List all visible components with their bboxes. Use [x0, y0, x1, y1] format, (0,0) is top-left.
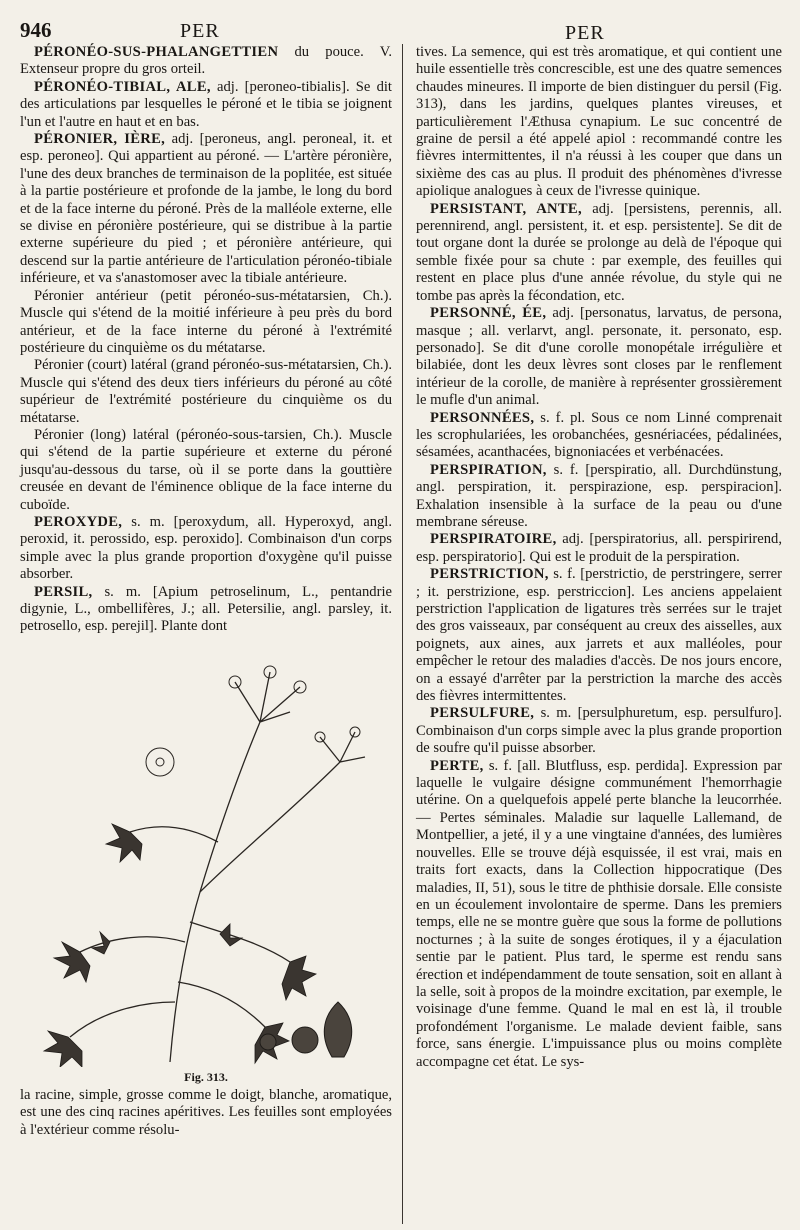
entry-head: PERSIL,	[34, 583, 93, 600]
entry-body: s. f. [perstrictio, de perstringere, serrer ; it. perstrizione, esp. perstriccion]. Les anciens appelaient perstriction l'application de ligatures très serrées sur le trajet des gros vaisseaux, par conséquent au creux des aisselles, aux poignets, aux aines, aux jarrets et aux malléoles, pour empêcher le retour des maladies d'accès. De nos jours encore, on a essayé d'arrêter par la perstriction la marche des accès des fièvres intermittentes.	[416, 566, 782, 705]
entry-perspiratoire	[416, 531, 782, 566]
entry-head: PERSPIRATOIRE,	[430, 531, 557, 548]
entry-body: adj. [perspiratorius, all. perspirirend, esp. perspiratorio]. Qui est le produit de la perspiration.	[416, 531, 782, 565]
entry-paragraph: Péronier (long) latéral (péronéo-sous-tarsien, Ch.). Muscle qui s'étend de la partie supérieure et externe du péroné jusqu'au-dessous du tarse, où il se porte dans la gouttière creusée en devant de l'éminence oblique de la face interne du cuboïde.	[20, 426, 392, 513]
entry-body: adj. [persistens, perennis, all. perennirend, angl. persistent, it. et esp. persistente]. Se dit de tout organe dont la durée se prolonge au delà de l'époque qui semble fixée pour sa chute : par exemple, des feuilles qui restent en place plus d'une année révolue, du style qui ne tombe pas après la fécondation, etc.	[416, 200, 782, 304]
entry-body: adj. [peroneus, angl. peroneal, it. et esp. peroneo]. Qui appartient au péroné. — L'artère péronière, l'une des deux branches de terminaison de la poplitée, est située à la partie postérieure et profonde de la jambe, le long du bord et de la face interne du péroné. Près de la malléole externe, elle se divise en péronière postérieure, qui se distribue à la partie externe supérieure du pied ; et péronière antérieure, qui descend sur la partie antérieure de l'articulation péronéo-tibiale inférieure, et va s'anastomoser avec la tibiale antérieure.	[20, 131, 392, 287]
entry-body: adj. [personatus, larvatus, de persona, masque ; all. verlarvt, angl. personate, it. personato, esp. personado]. Se dit d'une corolle monopétale irrégulière et bilabiée, dont les deux lèvres sont closes par le renflement intérieur de la corolle, de manière à représenter grossièrement le mufle d'un animal.	[416, 305, 783, 409]
right-column	[416, 44, 782, 1071]
entry-perte	[416, 758, 782, 1071]
left-column	[20, 44, 392, 1139]
entry-perstriction	[416, 566, 782, 705]
entry-personne	[416, 305, 782, 409]
entry-peronier	[20, 131, 392, 288]
entry-head: PERTE,	[430, 757, 484, 774]
entry-persulfure	[416, 705, 782, 757]
entry-head: PERSPIRATION,	[430, 461, 547, 478]
entry-persistant	[416, 201, 782, 305]
running-head-right: PER	[565, 22, 605, 44]
entry-head: PERSTRICTION,	[430, 566, 549, 583]
entry-paragraph: Péronier antérieur (petit péronéo-sus-métatarsien, Ch.). Muscle qui s'étend de la moitié inférieure à peu près du bord antérieur, et de la face interne du péroné à l'extrémité postérieure du cinquième os du métatarse.	[20, 287, 392, 356]
entry-peroneo-sus-phalangettien	[20, 44, 392, 79]
entry-body: s. m. [peroxydum, all. Hyperoxyd, angl. peroxid, it. perossido, esp. peroxido]. Combinaison d'un corps simple avec la plus grande proportion d'oxygène qu'il puisse absorber.	[20, 513, 392, 583]
entry-head: PÉRONIER, IÈRE,	[34, 131, 166, 148]
entry-head: PÉRONÉO-SUS-PHALANGETTIEN	[34, 44, 279, 60]
entry-paragraph: tives. La semence, qui est très aromatique, et qui contient une huile essentielle très concrescible, est une des quatre semences chaudes mineures. Il importe de bien distinguer du persil (Fig. 313), dans les jardins, quelques plantes vireuses, et particulièrement l'Æthusa cynapium. Le suc concentré de graine de persil a été appelé apiol : recommandé contre les fièvres intermittentes, il n'a réussi à les couper que dans un sixième des cas au plus. Il produit des phénomènes d'ivresse apiolique analogues à ceux de l'ivresse quinique.	[416, 44, 782, 200]
entry-persil	[20, 584, 392, 636]
entry-body: s. m. [persulphuretum, esp. persulfuro]. Combinaison d'un corps simple avec la plus grande proportion de soufre qu'il puisse absorber.	[416, 705, 782, 757]
entry-head: PERSONNÉES,	[430, 409, 535, 426]
parsley-illustration	[20, 642, 392, 1087]
entry-body: s. f. pl. Sous ce nom Linné comprenait les scrophulariées, les orobanchées, gesnériacées, pédalinées, sésamées, acanthacées, bignoniacées et verbénacées.	[416, 409, 782, 461]
entry-paragraph: Péronier (court) latéral (grand péronéo-sus-métatarsien, Ch.). Muscle qui s'étend des deux tiers inférieurs du péroné au côté supérieur de l'extrémité postérieure du cinquième os du métatarse.	[20, 357, 392, 426]
entry-body: du pouce. V. Extenseur propre du gros orteil.	[20, 44, 392, 78]
entry-body: s. f. [perspiratio, all. Durchdünstung, angl. perspiration, it. perspirazione, esp. perspiracion]. Exhalation insensible à la surface de la peau ou d'une membrane séreuse.	[416, 461, 782, 530]
entry-personnees	[416, 410, 782, 462]
entry-head: PERSISTANT, ANTE,	[430, 200, 582, 217]
entry-paragraph: la racine, simple, grosse comme le doigt, blanche, aromatique, est une des cinq racines apéritives. Les feuilles sont employées à l'extérieur comme résolu-	[20, 1086, 392, 1138]
page-number: 946	[20, 18, 52, 42]
entry-peroxyde	[20, 514, 392, 584]
entry-body: adj. [peroneo-tibialis]. Se dit des articulations par lesquelles le péroné et le tibia se joignent l'un et l'autre en haut et en bas.	[20, 78, 392, 130]
figure-caption: Fig. 313.	[184, 1070, 228, 1085]
entry-body: s. m. [Apium petroselinum, L., pentandrie digynie, L., ombellifères, J.; all. Petersilie, angl. parsley, it. petrosello, esp. perejil]. Plante dont	[20, 583, 392, 635]
entry-head: PERSULFURE,	[430, 705, 535, 722]
entry-head: PERSONNÉ, ÉE,	[430, 305, 547, 322]
column-rule	[402, 44, 403, 1224]
entry-head: PÉRONÉO-TIBIAL, ALE,	[34, 78, 211, 95]
entry-peroneo-tibial	[20, 79, 392, 131]
entry-perspiration	[416, 462, 782, 532]
parsley-plant-drawing	[20, 642, 392, 1067]
running-head-left: PER	[180, 20, 220, 42]
entry-body: s. f. [all. Blutfluss, esp. perdida]. Expression par laquelle le vulgaire désigne communément l'hemorrhagie utérine. On a quelquefois appelé perte blanche la leucorrhée. — Pertes séminales. Maladie sur laquelle Lallemand, de Montpellier, a jeté, il y a une vingtaine d'années, des lumières nouvelles. Elle se trouve déjà esquissée, il est vrai, mais en traits fort exacts, dans la Collection hippocratique (Des maladies, II, 51), sous le titre de phthisie dorsale. Elle consiste en un écoulement involontaire de sperme. Dans les premiers temps, elle ne se montre guère que sous la forme de pollutions nocturnes ; à la suite de songes érotiques, il y a éjaculation sentie par le patient. Plus tard, le sperme est rendu sans érection et indépendamment de toute sensation, soit en allant à la selle, soit à propos de la moindre excitation, par exemple, le voisinage d'une femme. Quand le mal en est là, il trouble profondément l'organisme. Le malade devient faible, sans force, sans énergie. L'impuissance plus ou moins complète accompagne cet état. Le sys-	[416, 757, 782, 1070]
entry-head: PEROXYDE,	[34, 513, 123, 530]
